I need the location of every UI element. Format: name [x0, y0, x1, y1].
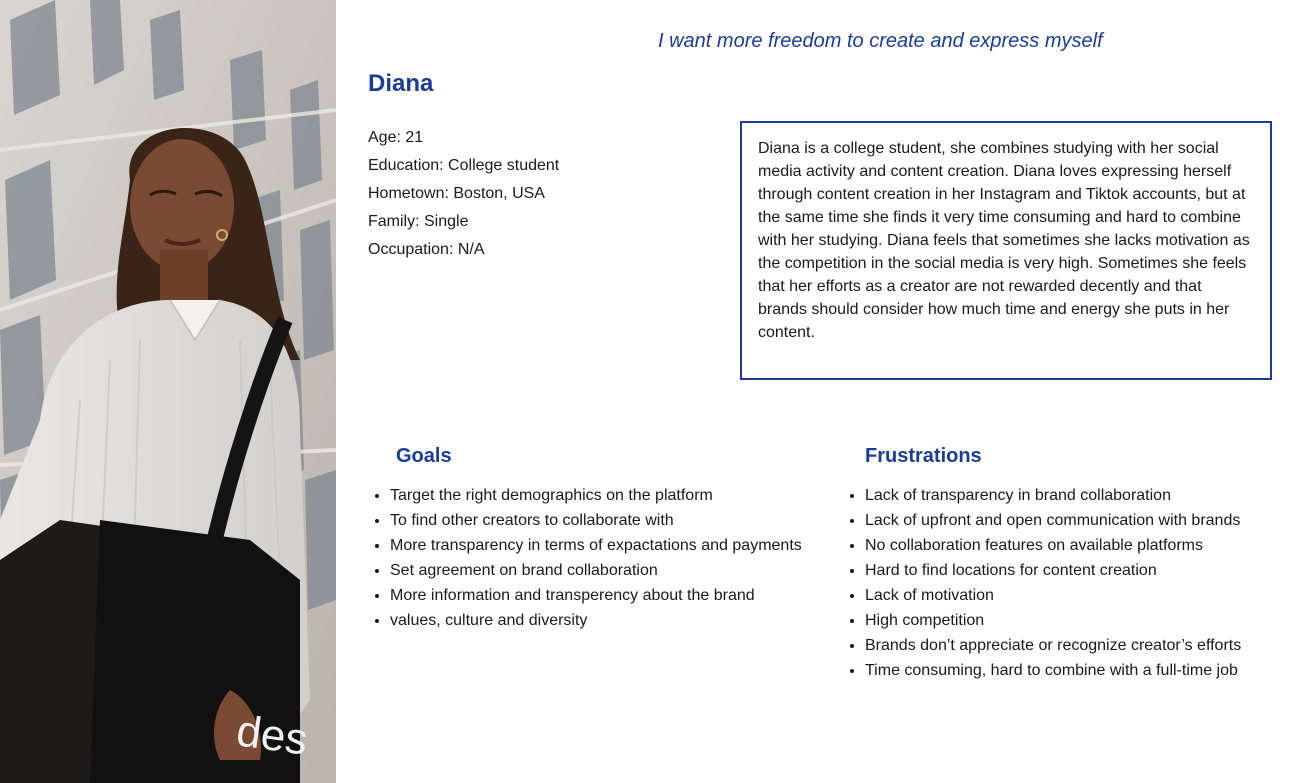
goals-title: Goals [396, 445, 452, 467]
persona-facts [368, 124, 559, 264]
persona-quote: I want more freedom to create and express myself [658, 30, 1103, 52]
goal-item: • More transparency in terms of expactations and payments [390, 533, 802, 558]
fact-hometown: Hometown: Boston, USA [368, 185, 545, 202]
persona-name: Diana [368, 70, 434, 97]
goal-item: • values, culture and diversity [390, 608, 802, 633]
goal-item: • To find other creators to collaborate with [390, 508, 802, 533]
frustration-item: • Brands don’t appreciate or recognize creator’s efforts [865, 633, 1241, 658]
frustration-item: • Lack of transparency in brand collaboration [865, 483, 1241, 508]
frustration-item: • Hard to find locations for content creation [865, 558, 1241, 583]
goal-item: • Target the right demographics on the platform [390, 483, 802, 508]
goals-list [368, 483, 802, 633]
frustration-item: • High competition [865, 608, 1241, 633]
frustrations-title: Frustrations [865, 445, 982, 467]
frustration-item: • Lack of upfront and open communication with brands [865, 508, 1241, 533]
persona-bio: Diana is a college student, she combines studying with her social media activity and content creation. Diana loves expressing herself through content creation in her Instagram and Tiktok accounts, but at the same time she finds it very time consuming and hard to combine with her studying. Diana feels that sometimes she lacks motivation as the competition in the social media is very high. Sometimes she feels that her efforts as a creator are not rewarded decently and that brands should consider how much time and energy she puts in her content. [740, 121, 1272, 380]
fact-age: Age: 21 [368, 129, 424, 146]
persona-photo [0, 0, 336, 783]
persona-photo-illustration [0, 0, 336, 783]
fact-occupation: Occupation: N/A [368, 241, 485, 258]
frustration-item: • Time consuming, hard to combine with a full-time job [865, 658, 1241, 683]
fact-education: Education: College student [368, 157, 560, 174]
frustration-item: • Lack of motivation [865, 583, 1241, 608]
fact-family: Family: Single [368, 213, 469, 230]
frustration-item: • No collaboration features on available platforms [865, 533, 1241, 558]
goal-item: • More information and transperency about the brand [390, 583, 802, 608]
frustrations-list [843, 483, 1241, 683]
goal-item: • Set agreement on brand collaboration [390, 558, 802, 583]
bag-print-text: des [233, 706, 311, 765]
